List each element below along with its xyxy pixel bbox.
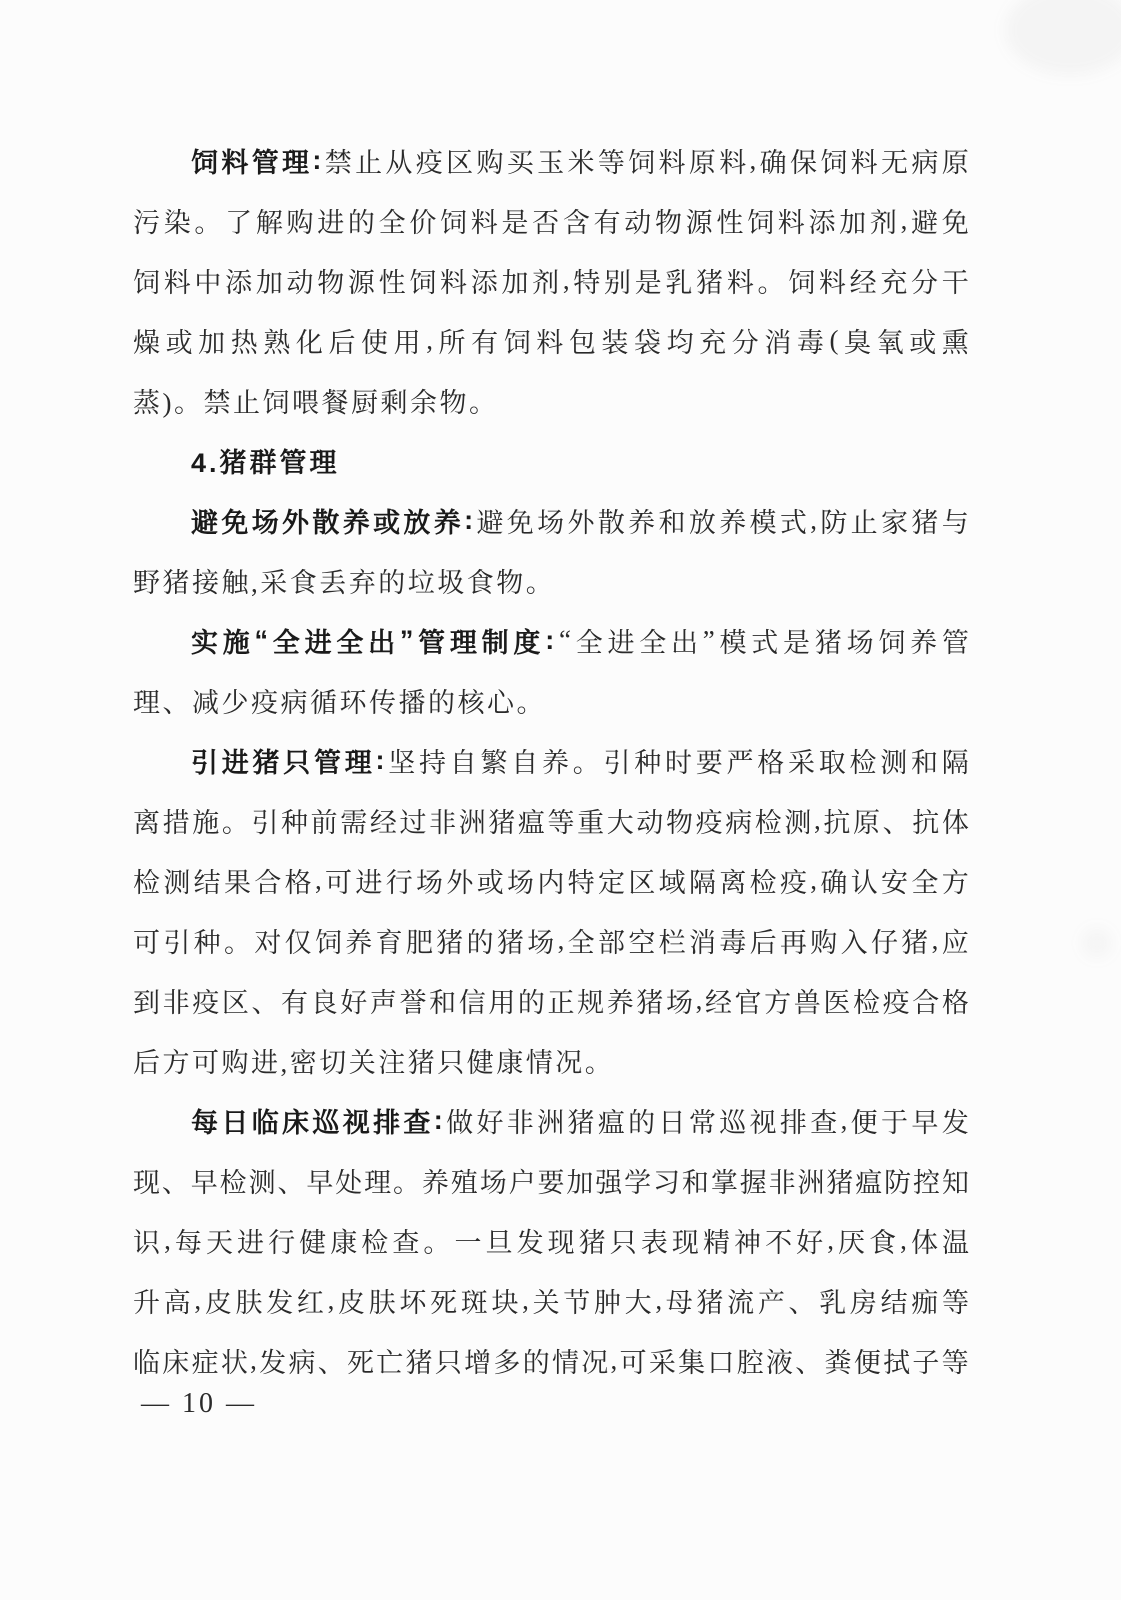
text-line: 识 , 每 天 进 行 健 康 检 查 。 一 旦 发 现 猪 只 表 现 精 神 不 好 , 厌 食 , 体 温: [133, 1224, 969, 1258]
text-line: 到 非 疫 区 、 有 良 好 声 誉 和 信 用 的 正 规 养 猪 场 , 经 官 方 兽 医 检 疫 合 格: [133, 984, 969, 1018]
scan-noise: [1082, 928, 1112, 958]
text-line: 避 免 场 外 散 养 或 放 养 : 避 免 场 外 散 养 和 放 养 模 式 , 防 止 家 猪 与: [191, 504, 969, 538]
page-number: — 10 —: [141, 1388, 257, 1419]
text-line: 饲 料 中 添 加 动 物 源 性 饲 料 添 加 剂 , 特 别 是 乳 猪 料 。 饲 料 经 充 分 干: [133, 264, 969, 298]
section-heading: 4.猪群管理: [191, 447, 340, 478]
text-line: 可 引 种 。 对 仅 饲 养 育 肥 猪 的 猪 场 , 全 部 空 栏 消 毒 后 再 购 入 仔 猪 , 应: [133, 924, 969, 958]
text-line: 污 染 。 了 解 购 进 的 全 价 饲 料 是 否 含 有 动 物 源 性 饲 料 添 加 剂 , 避 免: [133, 204, 969, 238]
text-line: 检 测 结 果 合 格 , 可 进 行 场 外 或 场 内 特 定 区 域 隔 离 检 疫 , 确 认 安 全 方: [133, 864, 969, 898]
text-line: 每 日 临 床 巡 视 排 查 : 做 好 非 洲 猪 瘟 的 日 常 巡 视 排 查 , 便 于 早 发: [191, 1104, 969, 1138]
text-line: 理、减少疫病循环传播的核心。: [133, 687, 546, 718]
text-line: 实 施 “ 全 进 全 出 ” 管 理 制 度 : “ 全 进 全 出 ” 模 式 是 猪 场 饲 养 管: [191, 624, 969, 658]
text-line: 离 措 施 。 引 种 前 需 经 过 非 洲 猪 瘟 等 重 大 动 物 疫 病 检 测 , 抗 原 、 抗 体: [133, 804, 969, 838]
text-line: 野猪接触,采食丢弃的垃圾食物。: [133, 567, 556, 598]
text-line: 临 床 症 状 , 发 病 、 死 亡 猪 只 增 多 的 情 况 , 可 采 集 口 腔 液 、 粪 便 拭 子 等: [133, 1344, 969, 1378]
text-line: 升 高 , 皮 肤 发 红 , 皮 肤 坏 死 斑 块 , 关 节 肿 大 , 母 猪 流 产 、 乳 房 结 痂 等: [133, 1284, 969, 1318]
text-line: 燥 或 加 热 熟 化 后 使 用 , 所 有 饲 料 包 装 袋 均 充 分 消 毒 ( 臭 氧 或 熏: [133, 324, 969, 358]
text-line: 现 、 早 检 测 、 早 处 理 。 养 殖 场 户 要 加 强 学 习 和 掌 握 非 洲 猪 瘟 防 控 知: [133, 1167, 969, 1198]
text-line: 后方可购进,密切关注猪只健康情况。: [133, 1047, 615, 1078]
text-line: 蒸)。禁止饲喂餐厨剩余物。: [133, 387, 499, 418]
scan-noise: [1005, 0, 1121, 75]
document-body: [133, 130, 969, 1390]
text-line: 饲 料 管 理 : 禁 止 从 疫 区 购 买 玉 米 等 饲 料 原 料 , 确 保 饲 料 无 病 原: [191, 144, 969, 178]
text-line: 引 进 猪 只 管 理 : 坚 持 自 繁 自 养 。 引 种 时 要 严 格 采 取 检 测 和 隔: [191, 744, 969, 778]
